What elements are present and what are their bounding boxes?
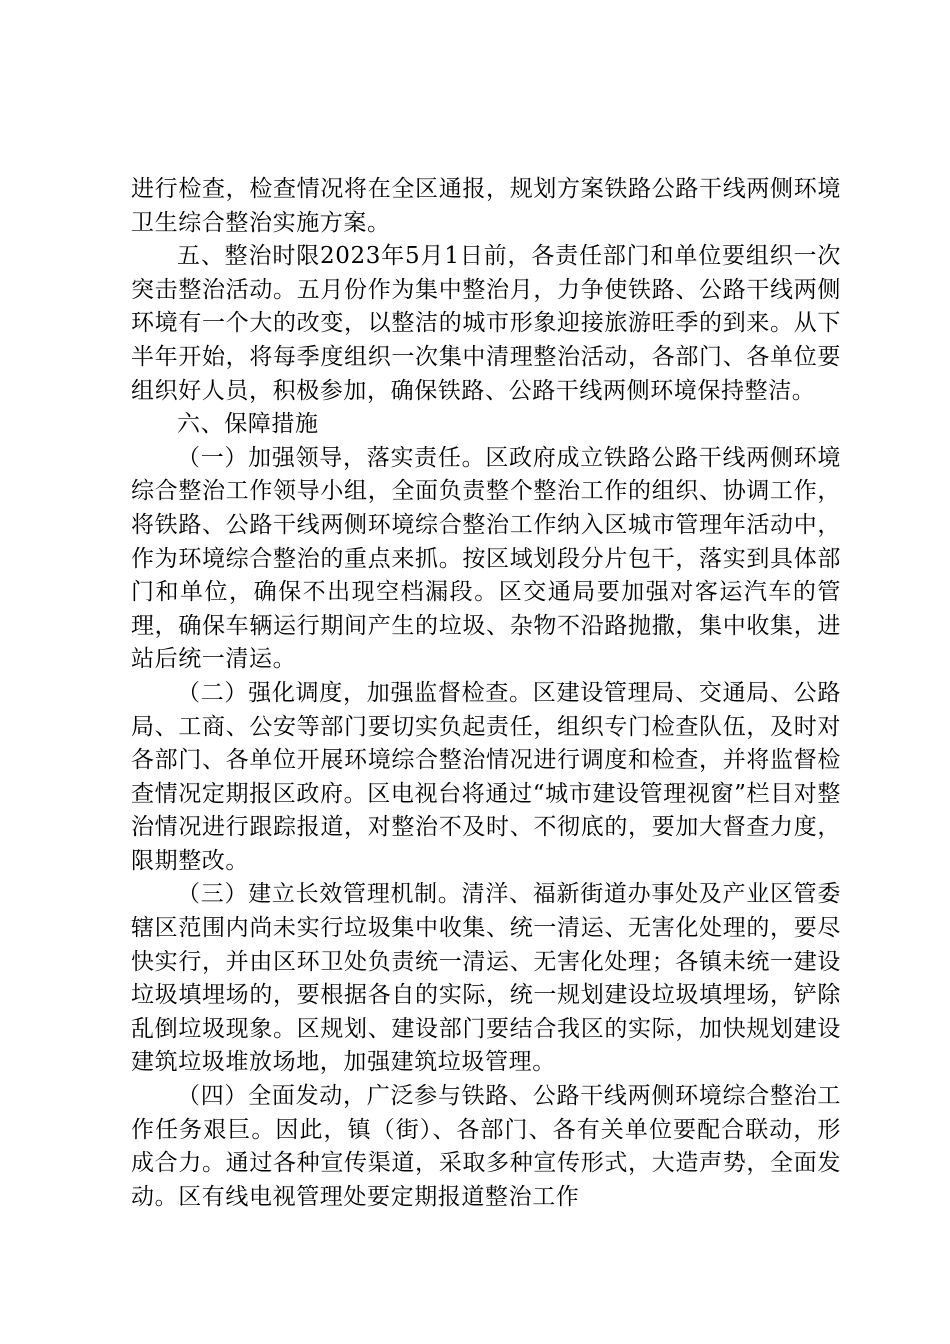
- paragraph-measure-2: （二）强化调度，加强监督检查。区建设管理局、交通局、公路局、工商、公安等部门要切实负起责任，组织专门检查队伍，及时对各部门、各单位开展环境综合整治情况进行调度和检查，并将监督检查情况定期报区政府。区电视台将通过“城市建设管理视窗”栏目对整治情况进行跟踪报道，对整治不及时、不彻底的，要加大督查力度，限期整改。: [131, 679, 841, 874]
- paragraph-continuation: 进行检查，检查情况将在全区通报，规划方案铁路公路干线两侧环境卫生综合整治实施方案。: [131, 176, 841, 236]
- paragraph-measure-3: （三）建立长效管理机制。清洋、福新街道办事处及产业区管委辖区范围内尚未实行垃圾集中收集、统一清运、无害化处理的，要尽快实行，并由区环卫处负责统一清运、无害化处理；各镇未统一建设垃圾填埋场的，要根据各自的实际，统一规划建设垃圾填埋场，铲除乱倒垃圾现象。区规划、建设部门要结合我区的实际，加快规划建设建筑垃圾堆放场地，加强建筑垃圾管理。: [131, 881, 841, 1076]
- paragraph-measure-4: （四）全面发动，广泛参与铁路、公路干线两侧环境综合整治工作任务艰巨。因此，镇（街）、各部门、各有关单位要配合联动，形成合力。通过各种宣传渠道，采取多种宣传形式，大造声势，全面发动。区有线电视管理处要定期报道整治工作: [131, 1083, 841, 1210]
- document-body: [131, 173, 841, 1214]
- paragraph-measure-1: （一）加强领导，落实责任。区政府成立铁路公路干线两侧环境综合整治工作领导小组，全面负责整个整治工作的组织、协调工作，将铁路、公路干线两侧环境综合整治工作纳入区城市管理年活动中，作为环境综合整治的重点来抓。按区域划段分片包干，落实到具体部门和单位，确保不出现空档漏段。区交通局要加强对客运汽车的管理，确保车辆运行期间产生的垃圾、杂物不沿路抛撒，集中收集，进站后统一清运。: [131, 444, 841, 673]
- section-heading-6: 六、保障措施: [177, 411, 319, 438]
- paragraph-section-5: 五、整治时限2023年5月1日前，各责任部门和单位要组织一次突击整治活动。五月份作为集中整治月，力争使铁路、公路干线两侧环境有一个大的改变，以整洁的城市形象迎接旅游旺季的到来。从下半年开始，将每季度组织一次集中清理整治活动，各部门、各单位要组织好人员，积极参加，确保铁路、公路干线两侧环境保持整洁。: [131, 243, 841, 404]
